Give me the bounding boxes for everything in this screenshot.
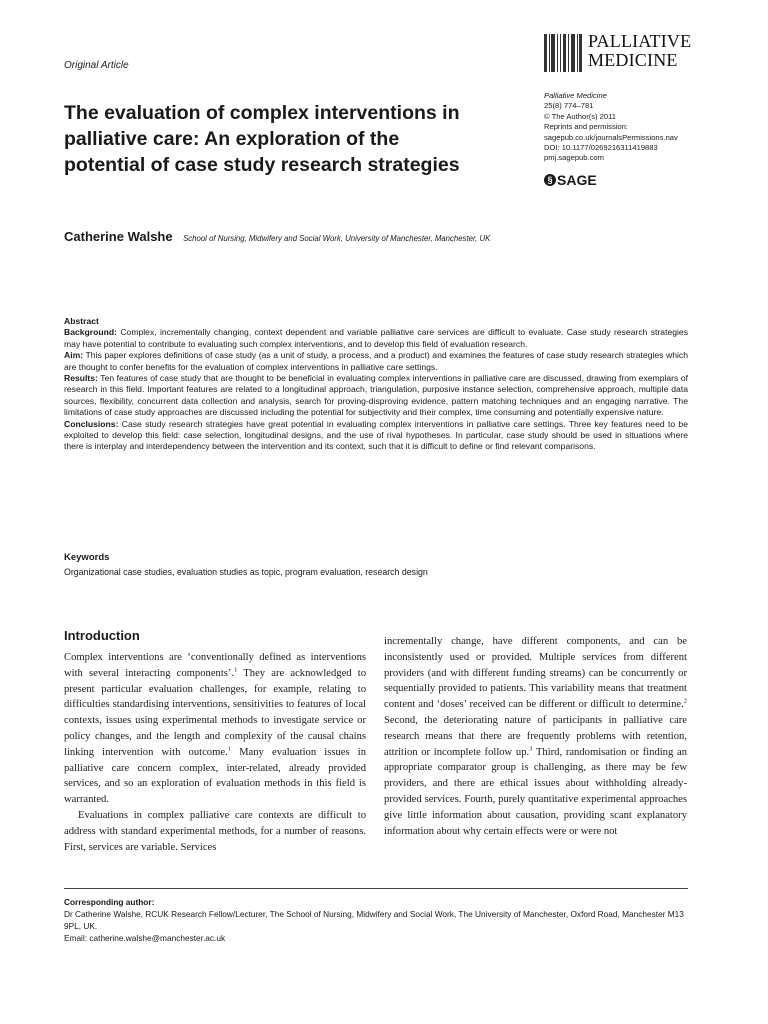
intro-c2-part-c: Third, randomisation or finding an appropriate comparator group is challenging, as there may be few providers, and there are ethical issues about withholding already-provided services. Fourth, purely quantitative experimental approaches give little information about causation, providing scant explanatory information about why certain effects were or were not	[384, 746, 687, 837]
author-affiliation: School of Nursing, Midwifery and Social Work, University of Manchester, Manchester, UK	[183, 234, 491, 243]
intro-p1-part-c: Many evaluation issues in palliative care concern complex, inter-related, already provided services, and so an exploration of evaluation methods in this field is warranted.	[64, 746, 367, 806]
reprints-label: Reprints and permission:	[544, 122, 628, 132]
copyright: © The Author(s) 2011	[544, 111, 617, 121]
conclusions-text: Case study research strategies have great potential in evaluating complex interventions in palliative care settings. Three key features need to be exploited to develop this field: case selection, longitudinal designs, and the use of rival hypotheses. In particular, case study should be used in situations where there is interplay and interdependency between the intervention and its context, such that it is difficult to define or find relevant comparisons.	[64, 418, 688, 452]
journal-volume: 25(8) 774–781	[544, 101, 594, 111]
intro-paragraph-2: Evaluations in complex palliative care contexts are difficult to address with standard experimental methods, for a number of reasons. First, services are variable. Services	[64, 809, 366, 853]
permissions-link[interactable]: sagepub.co.uk/journalsPermissions.nav	[544, 132, 678, 142]
introduction-heading: Introduction	[64, 628, 140, 643]
aim-text: This paper explores definitions of case study (as a unit of study, a process, and a product) and examines the features of case study research strategies which are thought to confer benefits for the evaluation of complex interventions in palliative care settings.	[64, 350, 689, 372]
keywords-text: Organizational case studies, evaluation studies as topic, program evaluation, research design	[64, 567, 428, 577]
citation-ref[interactable]: 1	[234, 666, 238, 674]
corresponding-author-email-line	[64, 932, 688, 944]
journal-logo-line2: MEDICINE	[588, 50, 678, 70]
author-name: Catherine Walshe	[64, 229, 173, 244]
doi[interactable]: DOI: 10.1177/0269216311419883	[544, 143, 658, 153]
email-link[interactable]: catherine.walshe@manchester.ac.uk	[89, 933, 226, 943]
journal-meta	[544, 91, 734, 164]
background-text: Complex, incrementally changing, context dependent and variable palliative care services are difficult to evaluate. Case study research strategies may have potential to contribute to evaluating such complex interventions, and to develop this field of evaluation research.	[64, 327, 689, 349]
corresponding-author-address: Dr Catherine Walshe, RCUK Research Fellow/Lecturer, The School of Nursing, Midwifery and Social Work, The University of Manchester, Oxford Road, Manchester M13 9PL, UK.	[64, 909, 684, 931]
abstract	[64, 316, 688, 453]
citation-ref[interactable]: 1	[227, 745, 231, 753]
sage-icon: §	[544, 174, 556, 186]
corresponding-author-block	[64, 896, 688, 944]
body-column-right	[384, 634, 687, 839]
journal-logo-line1: PALLIATIVE	[588, 31, 692, 51]
corresponding-author-label: Corresponding author:	[64, 897, 155, 907]
journal-name: Palliative Medicine	[544, 91, 607, 100]
abstract-aim	[64, 350, 688, 373]
body-column-left	[64, 650, 366, 855]
keywords-heading: Keywords	[64, 552, 110, 563]
results-label: Results:	[64, 373, 98, 384]
author-line	[64, 228, 704, 246]
intro-p1-part-b: They are acknowledged to present particular evaluation challenges, for example, relating to difficulties standardising interventions, sensitivities to features of local contexts, issues using experimental methods to investigate service or policy changes, and the length and complexity of the causal chains linking intervention with outcome.	[64, 667, 366, 758]
intro-p1-part-a: Complex interventions are ‘conventionally defined as interventions with several interacting components’.	[64, 652, 366, 679]
journal-logo-icon	[544, 34, 582, 72]
email-label: Email:	[64, 933, 88, 943]
abstract-results	[64, 373, 688, 419]
intro-paragraph-2-cont	[384, 634, 687, 839]
journal-logo	[544, 31, 692, 74]
abstract-heading: Abstract	[64, 316, 99, 326]
publisher-name: SAGE	[557, 172, 597, 188]
citation-ref[interactable]: 3	[529, 745, 533, 753]
journal-url[interactable]: pmj.sagepub.com	[544, 153, 604, 163]
results-text: Ten features of case study that are thought to be beneficial in evaluating complex interventions in palliative care are discussed, drawing from exemplars of research in this field. Important features are related to a longitudinal approach, triangulation, purposive instance selection, comprehensive approach, multiple data sources, flexibility, concurrent data collection and analysis, search for proving-disproving evidence, pattern matching techniques and an engaging narrative. The limitations of case study approaches are discussed including the potential for subjectivity and their complex, time consuming and potentially expensive nature.	[64, 373, 689, 418]
intro-c2-part-b: Second, the deteriorating nature of participants in palliative care research means that there are frequently problems with retention, attrition or incomplete follow up.	[384, 714, 687, 758]
background-label: Background:	[64, 327, 117, 338]
intro-c2-part-a: incrementally change, have different components, and can be inconsistently used or provided. Multiple services from different providers (and with different funding streams) can be concurrently or sequentially provided to patients. This variability means that treatment content and ‘doses’ received can be different or difficult to determine.	[384, 636, 687, 711]
aim-label: Aim:	[64, 350, 84, 361]
abstract-conclusions	[64, 419, 688, 453]
article-title: The evaluation of complex interventions in palliative care: An exploration of the potential of case study research strategies	[64, 102, 460, 176]
citation-ref[interactable]: 2	[683, 697, 687, 705]
intro-paragraph-1	[64, 650, 366, 808]
abstract-background	[64, 327, 688, 350]
footnote-divider	[64, 888, 688, 889]
article-type: Original Article	[64, 60, 129, 71]
publisher-logo	[544, 172, 597, 188]
conclusions-label: Conclusions:	[64, 418, 119, 429]
